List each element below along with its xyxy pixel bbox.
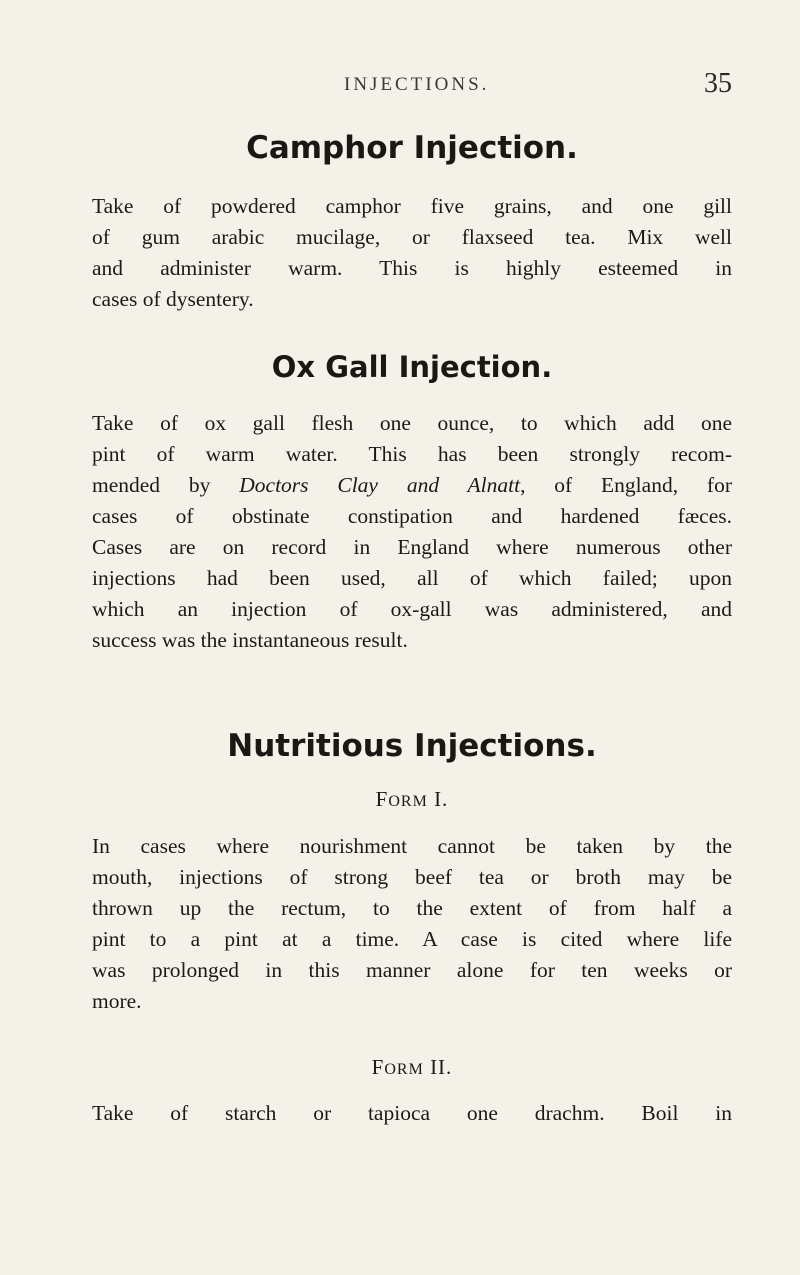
text-span: , of England, for xyxy=(520,473,732,497)
text-span: mended by xyxy=(92,473,240,497)
paragraph-form-2 xyxy=(92,1098,732,1129)
text-line: was prolonged in this manner alone for ten weeks or xyxy=(92,958,732,982)
text-line: cases of obstinate constipation and hardened fæces. xyxy=(92,504,732,528)
paragraph-camphor xyxy=(92,191,732,315)
text-line: success was the instantaneous result. xyxy=(92,628,408,652)
running-title: INJECTIONS. xyxy=(344,74,490,95)
text-line: of gum arabic mucilage, or flaxseed tea. Mix well xyxy=(92,225,732,249)
text-line: pint of warm water. This has been strongly recom- xyxy=(92,442,732,466)
text-line: thrown up the rectum, to the extent of from half a xyxy=(92,896,732,920)
text-line: Take of starch or tapioca one drachm. Boil in xyxy=(92,1101,732,1125)
text-line: cases of dysentery. xyxy=(92,287,254,311)
text-line xyxy=(92,470,732,501)
heading-ox-gall-injection: Ox Gall Injection. xyxy=(271,350,553,384)
text-line: pint to a pint at a time. A case is cited where life xyxy=(92,927,732,951)
form-numeral: II. xyxy=(423,1055,453,1079)
text-line: Cases are on record in England where numerous other xyxy=(92,535,732,559)
text-line: In cases where nourishment cannot be taken by the xyxy=(92,834,732,858)
text-line: Take of ox gall flesh one ounce, to which add one xyxy=(92,411,732,435)
doctors-names: Doctors Clay and Alnatt xyxy=(239,473,521,497)
paragraph-form-1 xyxy=(92,831,732,1017)
form-word: ORM xyxy=(388,793,428,810)
heading-camphor-injection: Camphor Injection. xyxy=(246,130,578,166)
form-heading-2 xyxy=(92,1055,732,1080)
text-line: injections had been used, all of which failed; upon xyxy=(92,566,732,590)
form-heading-1 xyxy=(92,787,732,812)
text-line: mouth, injections of strong beef tea or broth may be xyxy=(92,865,732,889)
text-line: and administer warm. This is highly esteemed in xyxy=(92,256,732,280)
text-line: Take of powdered camphor five grains, and one gill xyxy=(92,194,732,218)
form-word: ORM xyxy=(384,1061,424,1078)
text-line: which an injection of ox-gall was administered, and xyxy=(92,597,732,621)
form-initial: F xyxy=(375,787,389,811)
form-numeral: I. xyxy=(427,787,449,811)
heading-nutritious-injections: Nutritious Injections. xyxy=(227,728,597,764)
paragraph-ox-gall xyxy=(92,408,732,656)
page-number: 35 xyxy=(704,68,732,99)
form-initial: F xyxy=(371,1055,385,1079)
running-head xyxy=(92,68,732,104)
text-line: more. xyxy=(92,989,142,1013)
